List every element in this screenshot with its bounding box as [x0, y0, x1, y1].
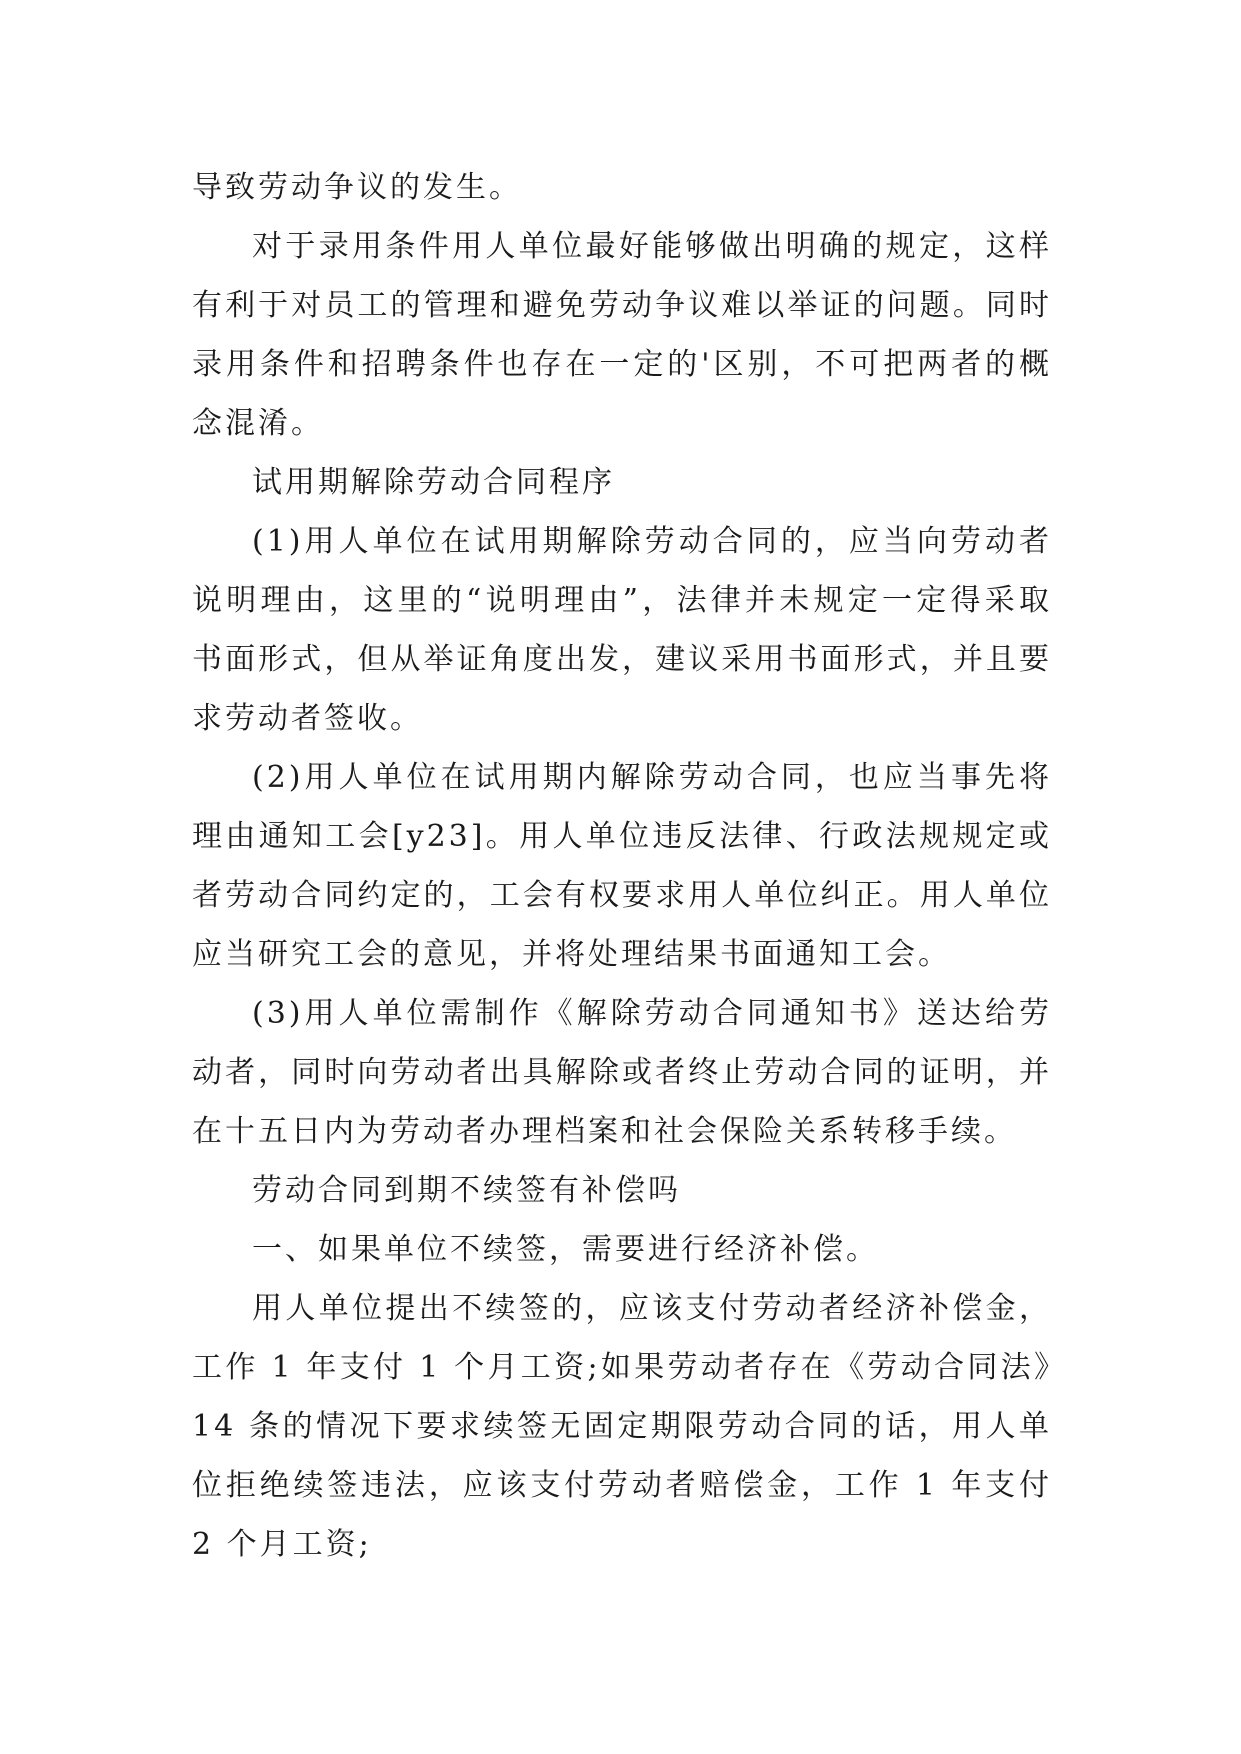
paragraph: 导致劳动争议的发生。 [192, 170, 522, 205]
paragraph: 一、如果单位不续签，需要进行经济补偿。 [252, 1232, 879, 1267]
paragraph: (3)用人单位需制作《解除劳动合同通知书》送达给劳动者，同时向劳动者出具解除或者终止劳动合同的证明，并在十五日内为劳动者办理档案和社会保险关系转移手续。 [192, 996, 1052, 1149]
section-heading: 劳动合同到期不续签有补偿吗 [252, 1173, 681, 1208]
paragraph: (1)用人单位在试用期解除劳动合同的，应当向劳动者说明理由，这里的“说明理由”，法律并未规定一定得采取书面形式，但从举证角度出发，建议采用书面形式，并且要求劳动者签收。 [192, 524, 1052, 736]
paragraph: (2)用人单位在试用期内解除劳动合同，也应当事先将理由通知工会[y23]。用人单位违反法律、行政法规规定或者劳动合同约定的，工会有权要求用人单位纠正。用人单位应当研究工会的意见，并将处理结果书面通知工会。 [192, 760, 1052, 972]
document-body [192, 158, 1052, 1574]
paragraph: 对于录用条件用人单位最好能够做出明确的规定，这样有利于对员工的管理和避免劳动争议难以举证的问题。同时录用条件和招聘条件也存在一定的'区别，不可把两者的概念混淆。 [192, 229, 1052, 441]
paragraph: 用人单位提出不续签的，应该支付劳动者经济补偿金，工作 1 年支付 1 个月工资;如果劳动者存在《劳动合同法》14 条的情况下要求续签无固定期限劳动合同的话，用人单位拒绝续签违法，应该支付劳动者赔偿金，工作 1 年支付 2 个月工资; [192, 1291, 1052, 1562]
section-heading: 试用期解除劳动合同程序 [252, 465, 615, 500]
